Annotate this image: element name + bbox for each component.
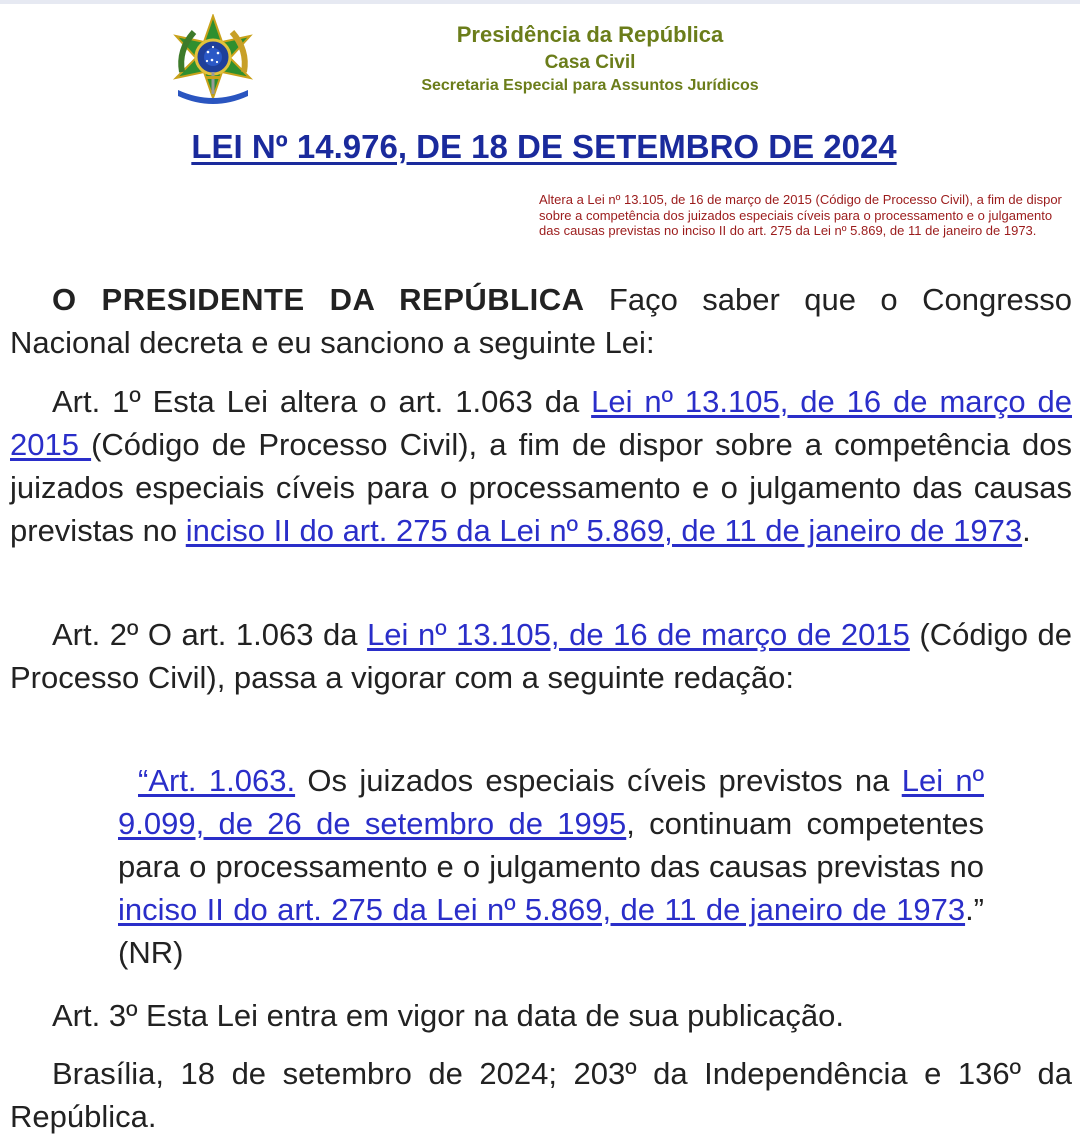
article-3: Art. 3º Esta Lei entra em vigor na data de sua publicação. bbox=[52, 998, 844, 1033]
quote-text-a: Os juizados especiais cíveis previstos na bbox=[295, 763, 902, 798]
closing-date: Brasília, 18 de setembro de 2024; 203º da Independência e 136º da República. bbox=[10, 1056, 1072, 1134]
link-inciso-ii-art-275-quote[interactable]: inciso II do art. 275 da Lei nº 5.869, de 11 de janeiro de 1973 bbox=[118, 892, 966, 927]
art1-text-b: (Código de Processo Civil), a fim de dispor sobre a competência dos juizados especiais cíveis para o processamento e o julgamento das causas previstas no bbox=[10, 427, 1072, 548]
link-lei-13105-art2[interactable]: Lei nº 13.105, de 16 de março de 2015 bbox=[367, 617, 910, 652]
link-inciso-ii-art-275[interactable]: inciso II do art. 275 da Lei nº 5.869, de 11 de janeiro de 1973 bbox=[185, 513, 1023, 548]
preamble-text: Faço saber que o Congresso Nacional decreta e eu sanciono a seguinte Lei: bbox=[10, 282, 1072, 360]
quoted-article-1063 bbox=[118, 759, 984, 974]
art2-text-a: Art. 2º O art. 1.063 da bbox=[52, 617, 368, 652]
link-art-1063[interactable]: “Art. 1.063. bbox=[138, 763, 296, 798]
link-lei-9099[interactable]: Lei nº 9.099, de 26 de setembro de 1995 bbox=[118, 763, 984, 841]
article-1 bbox=[10, 380, 1072, 552]
header-presidency: Presidência da República bbox=[456, 22, 724, 47]
art1-text-a: Art. 1º Esta Lei altera o art. 1.063 da bbox=[52, 384, 592, 419]
art2-text-b: (Código de Processo Civil), passa a vigorar com a seguinte redação: bbox=[10, 617, 1072, 695]
header-secretariat: Secretaria Especial para Assuntos Jurídicos bbox=[421, 77, 759, 94]
preamble-president: O PRESIDENTE DA REPÚBLICA bbox=[52, 282, 585, 317]
coat-of-arms-icon bbox=[168, 14, 258, 106]
law-title[interactable]: LEI Nº 14.976, DE 18 DE SETEMBRO DE 2024 bbox=[191, 128, 897, 165]
art1-text-c: . bbox=[1022, 513, 1031, 548]
header-casa-civil: Casa Civil bbox=[544, 52, 636, 73]
top-border bbox=[0, 0, 1080, 4]
article-2 bbox=[10, 613, 1072, 699]
preamble bbox=[10, 278, 1072, 364]
quote-text-c: .” (NR) bbox=[118, 892, 984, 970]
link-lei-13105[interactable]: Lei nº 13.105, de 16 de março de 2015 bbox=[10, 384, 1072, 462]
quote-text-b: , continuam competentes para o processamento e o julgamento das causas previstas no bbox=[118, 806, 984, 884]
law-summary: Altera a Lei nº 13.105, de 16 de março de 2015 (Código de Processo Civil), a fim de dispor sobre a competência dos juizados especiais cíveis para o processamento e o julgamento das causas previstas no inciso II do art. 275 da Lei nº 5.869, de 11 de janeiro de 1973. bbox=[539, 192, 1062, 238]
